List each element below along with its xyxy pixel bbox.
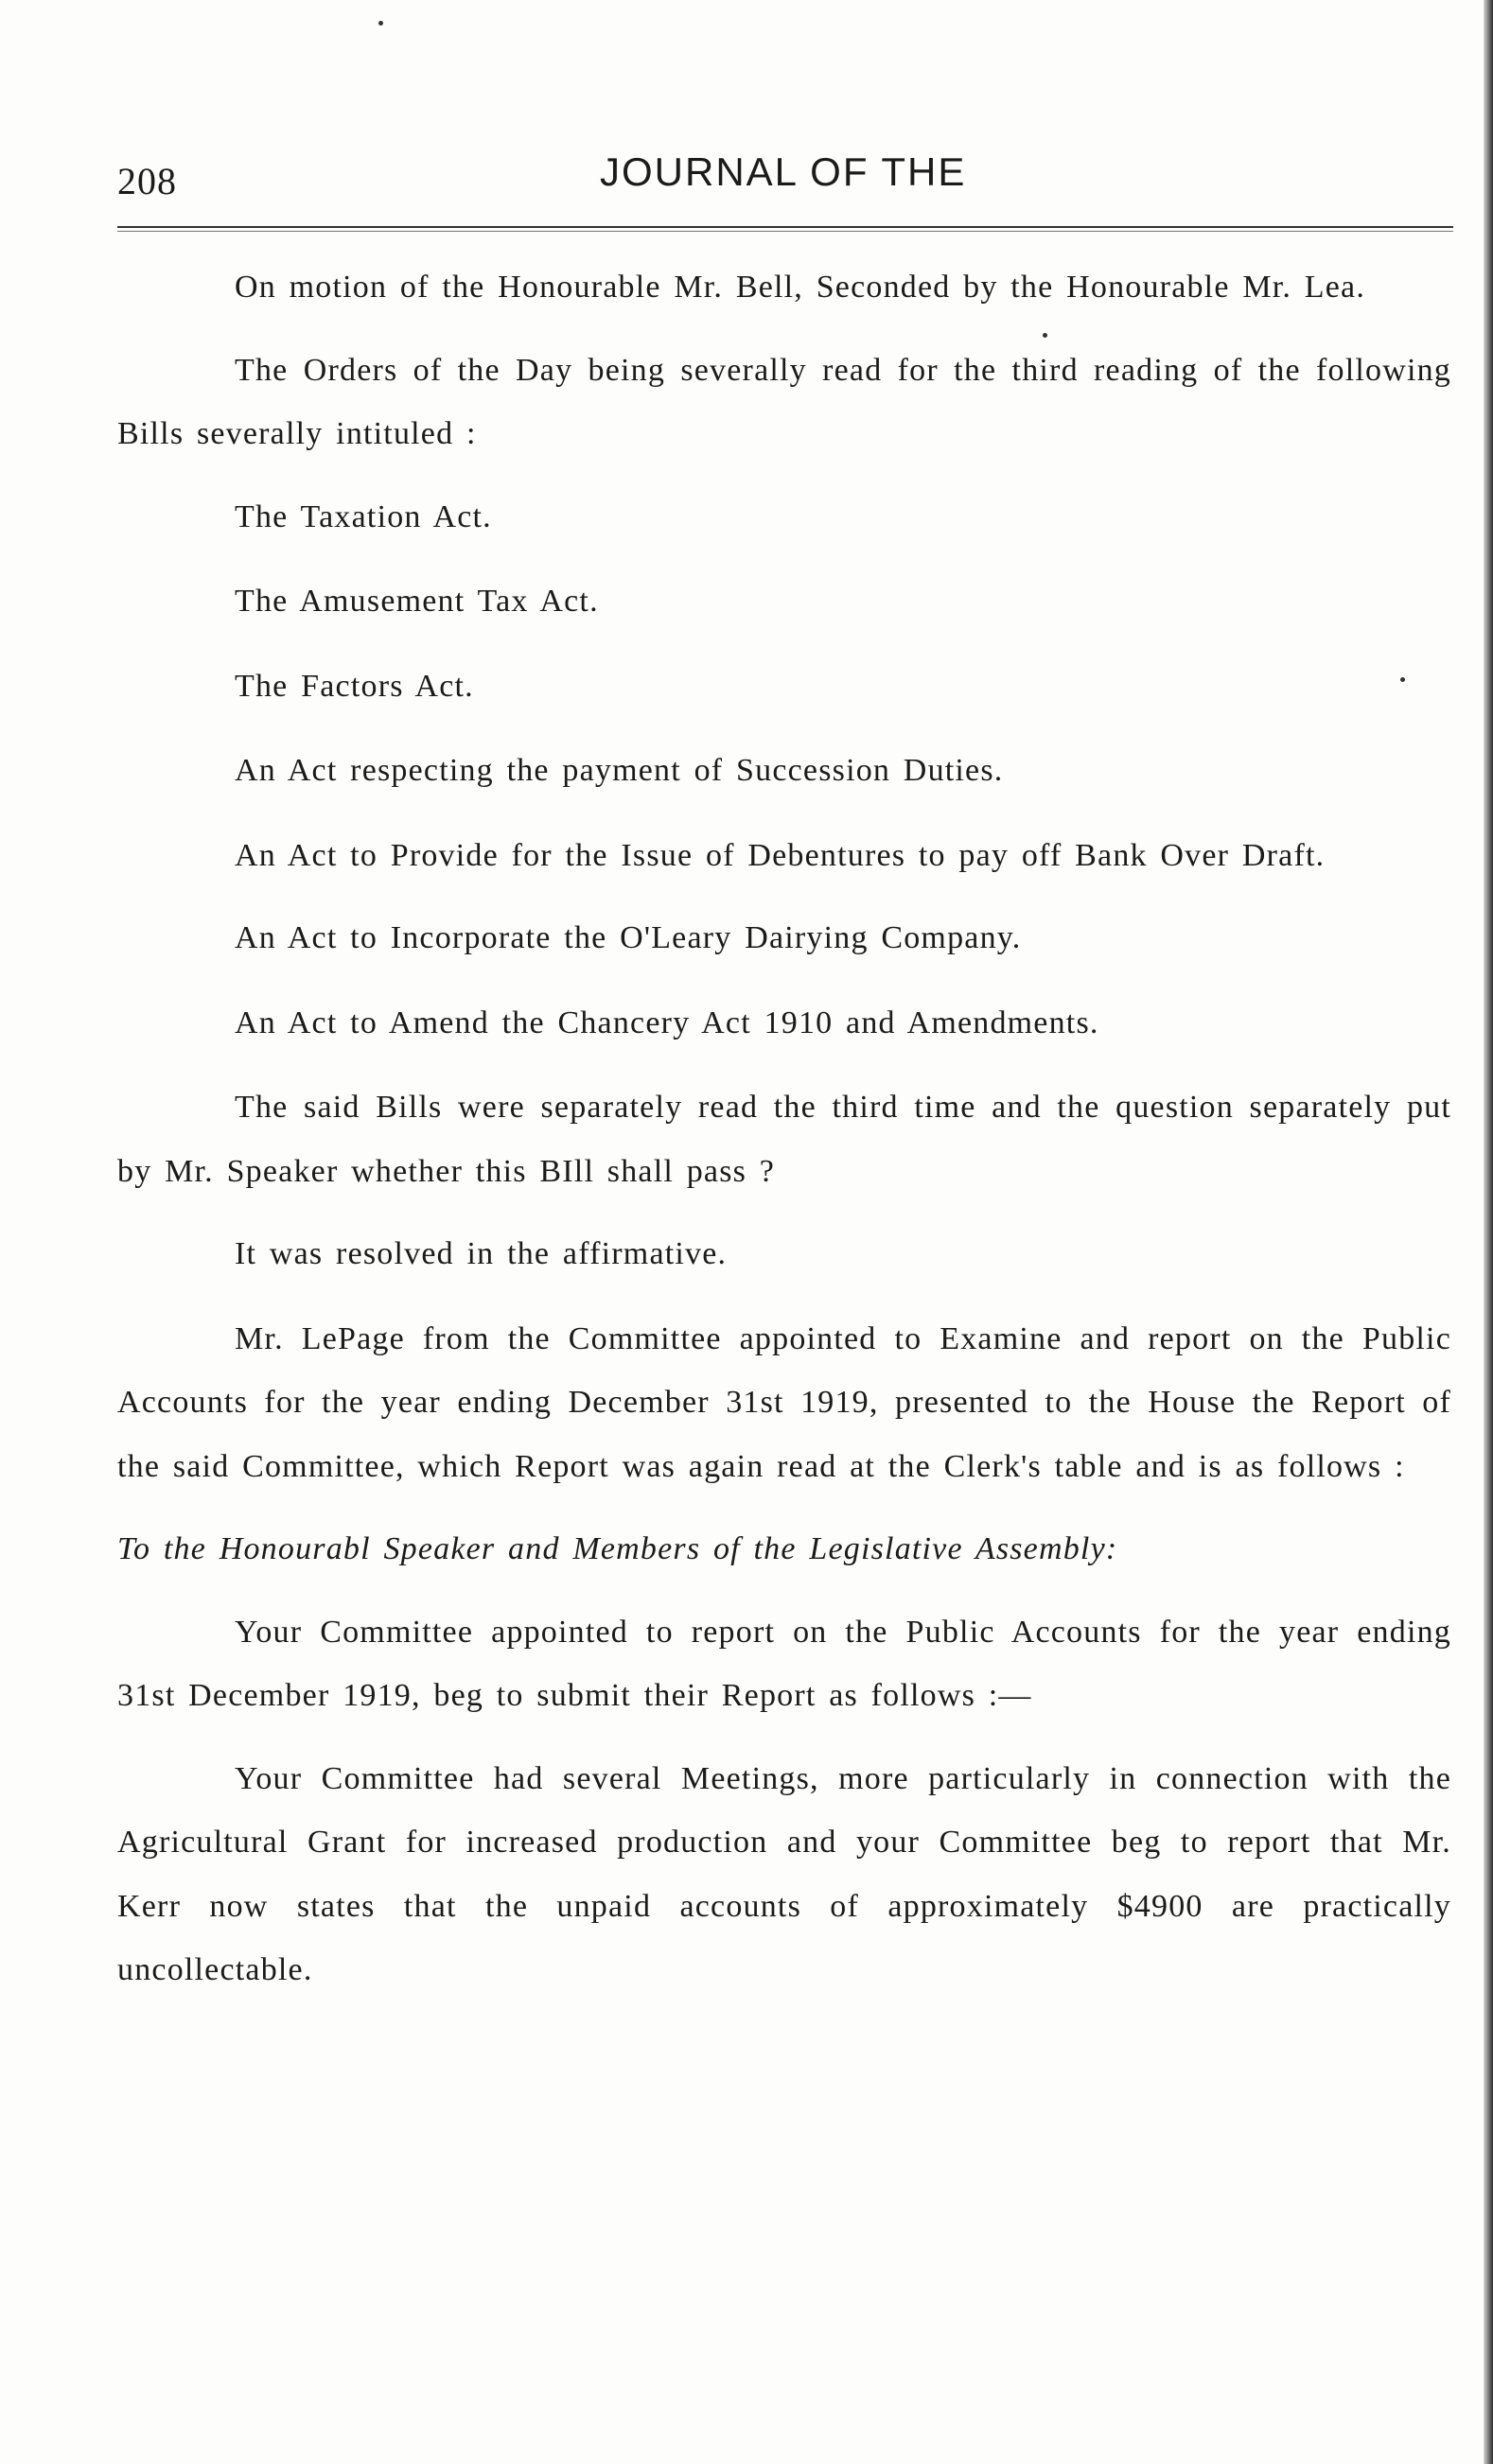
paragraph-motion: On motion of the Honourable Mr. Bell, Seconded by the Honourable Mr. Lea.: [235, 270, 1366, 305]
paragraph-report-findings: Your Committee had several Meetings, more particularly in connection with the Agricultural Grant for increased production and your Committee beg to report that Mr. Kerr now states that the unpaid accounts of approximately $4900 are practically uncollectable.: [117, 1760, 1451, 1987]
paragraph-committee-report: Mr. LePage from the Committee appointed to Examine and report on the Public Accounts for the year ending December 31st 1919, presented to the House the Report of the said Committee, which Report was again read at the Clerk's table and is as follows :: [117, 1320, 1451, 1484]
running-head: JOURNAL OF THE: [600, 149, 967, 194]
paragraph-orders-of-day: The Orders of the Day being severally read for the third reading of the following Bills severally intituled :: [117, 352, 1451, 451]
header-rule: [117, 226, 1453, 228]
page-number: 208: [117, 160, 177, 202]
bill-title: An Act to Amend the Chancery Act 1910 and Amendments.: [235, 1005, 1099, 1040]
bill-title: The Amusement Tax Act.: [235, 584, 599, 619]
scan-edge: [1484, 0, 1493, 2464]
journal-body: [117, 255, 1451, 2021]
bill-title: The Taxation Act.: [235, 498, 492, 534]
header-rule-secondary: [117, 231, 1453, 232]
paragraph-resolved: It was resolved in the affirmative.: [235, 1236, 728, 1271]
bill-title: An Act to Provide for the Issue of Debentures to pay off Bank Over Draft.: [235, 837, 1326, 873]
paragraph-bills-read: The said Bills were separately read the third time and the question separately put by Mr. Speaker whether this BIll shall pass ?: [117, 1090, 1451, 1189]
bill-title: The Factors Act.: [235, 668, 474, 704]
bill-title: An Act respecting the payment of Succession Duties.: [235, 753, 1004, 788]
bill-title: An Act to Incorporate the O'Leary Dairying Company.: [235, 920, 1022, 955]
page-header: [117, 142, 1451, 227]
paragraph-report-intro: Your Committee appointed to report on the Public Accounts for the year ending 31st December 1919, beg to submit their Report as follows :—: [117, 1614, 1451, 1713]
scan-speck: [378, 21, 383, 26]
report-salutation: To the Honourabl Speaker and Members of the Legislative Assembly:: [117, 1531, 1118, 1566]
